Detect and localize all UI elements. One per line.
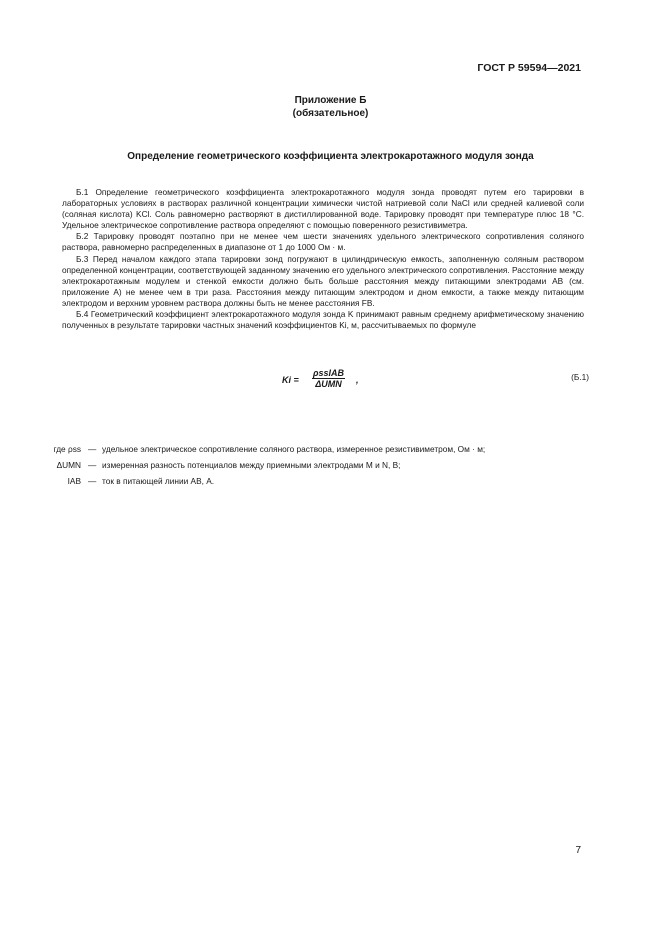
definition-text: измеренная разность потенциалов между приемными электродами M и N, В;: [102, 460, 401, 470]
definition-row: [0, 457, 661, 473]
formula-comma: ,: [356, 375, 359, 385]
definition-symbol: IAB: [67, 476, 81, 486]
body-text: [62, 187, 584, 331]
definition-text: ток в питающей линии AB, А.: [102, 476, 215, 486]
definition-dash: —: [88, 476, 97, 486]
formula-b1: [282, 368, 372, 398]
formula-lhs: Ki =: [282, 375, 299, 385]
formula-denominator: ΔUMN: [315, 379, 342, 389]
paragraph-b3: Б.3 Перед началом каждого этапа тарировки зонд погружают в цилиндрическую емкость, заполненную соляным раствором определенной концентрации, соответствующей заданному значению его удельного электрического сопротивления. Расстояние между электрокаротажным модулем и стенкой емкости должно быть больше расстояния между питающими электродами AB (см. приложение А) не менее чем в три раза. Расстояния между питающим электродом и дном емкости, а также между питающим электродом и верхним уровнем раствора должны быть не менее расстояния FB.: [62, 253, 584, 308]
appendix-subtitle: (обязательное): [292, 108, 369, 119]
paragraph-b2: Б.2 Тарировку проводят поэтапно при не менее чем шести значениях удельного электрического сопротивления соляного раствора, равномерно распределенных в диапазоне от 1 до 1000 Ом · м.: [62, 231, 584, 253]
definition-symbol: ΔUMN: [56, 460, 81, 470]
document-id: ГОСТ Р 59594—2021: [477, 62, 581, 74]
page-number: 7: [575, 845, 581, 856]
paragraph-b4: Б.4 Геометрический коэффициент электрокаротажного модуля зонда K принимают равным среднему арифметическому значению полученных в результате тарировки частных значений коэффициентов Ki, м, рассчитываемых по формуле: [62, 309, 584, 331]
appendix-heading: [0, 94, 661, 120]
definition-symbol: где ρss: [53, 444, 81, 454]
definitions-lead: где: [53, 444, 66, 454]
equation-number: (Б.1): [571, 372, 589, 382]
definition-text: удельное электрическое сопротивление соляного раствора, измеренное резистивиметром, Ом · м;: [102, 444, 486, 454]
definition-dash: —: [88, 460, 97, 470]
formula-fraction: [312, 368, 345, 389]
definition-row: [0, 441, 661, 457]
definition-row: [0, 473, 661, 489]
definition-dash: —: [88, 444, 97, 454]
section-title: Определение геометрического коэффициента электрокаротажного модуля зонда: [127, 151, 534, 162]
formula-numerator: ρssIAB: [313, 368, 344, 378]
paragraph-b1: Б.1 Определение геометрического коэффициента электрокаротажного модуля зонда проводят путем его тарировки в лабораторных условиях в растворах различной концентрации химически чистой натриевой соли NaCl или средней калиевой соли (соляная кислота) KCl. Соль равномерно растворяют в дистиллированной воде. Тарировку проводят при температуре плюс 18 °С. Удельное электрическое сопротивление раствора определяют с помощью поверенного резистивиметра.: [62, 187, 584, 231]
appendix-title: Приложение Б: [294, 95, 367, 106]
